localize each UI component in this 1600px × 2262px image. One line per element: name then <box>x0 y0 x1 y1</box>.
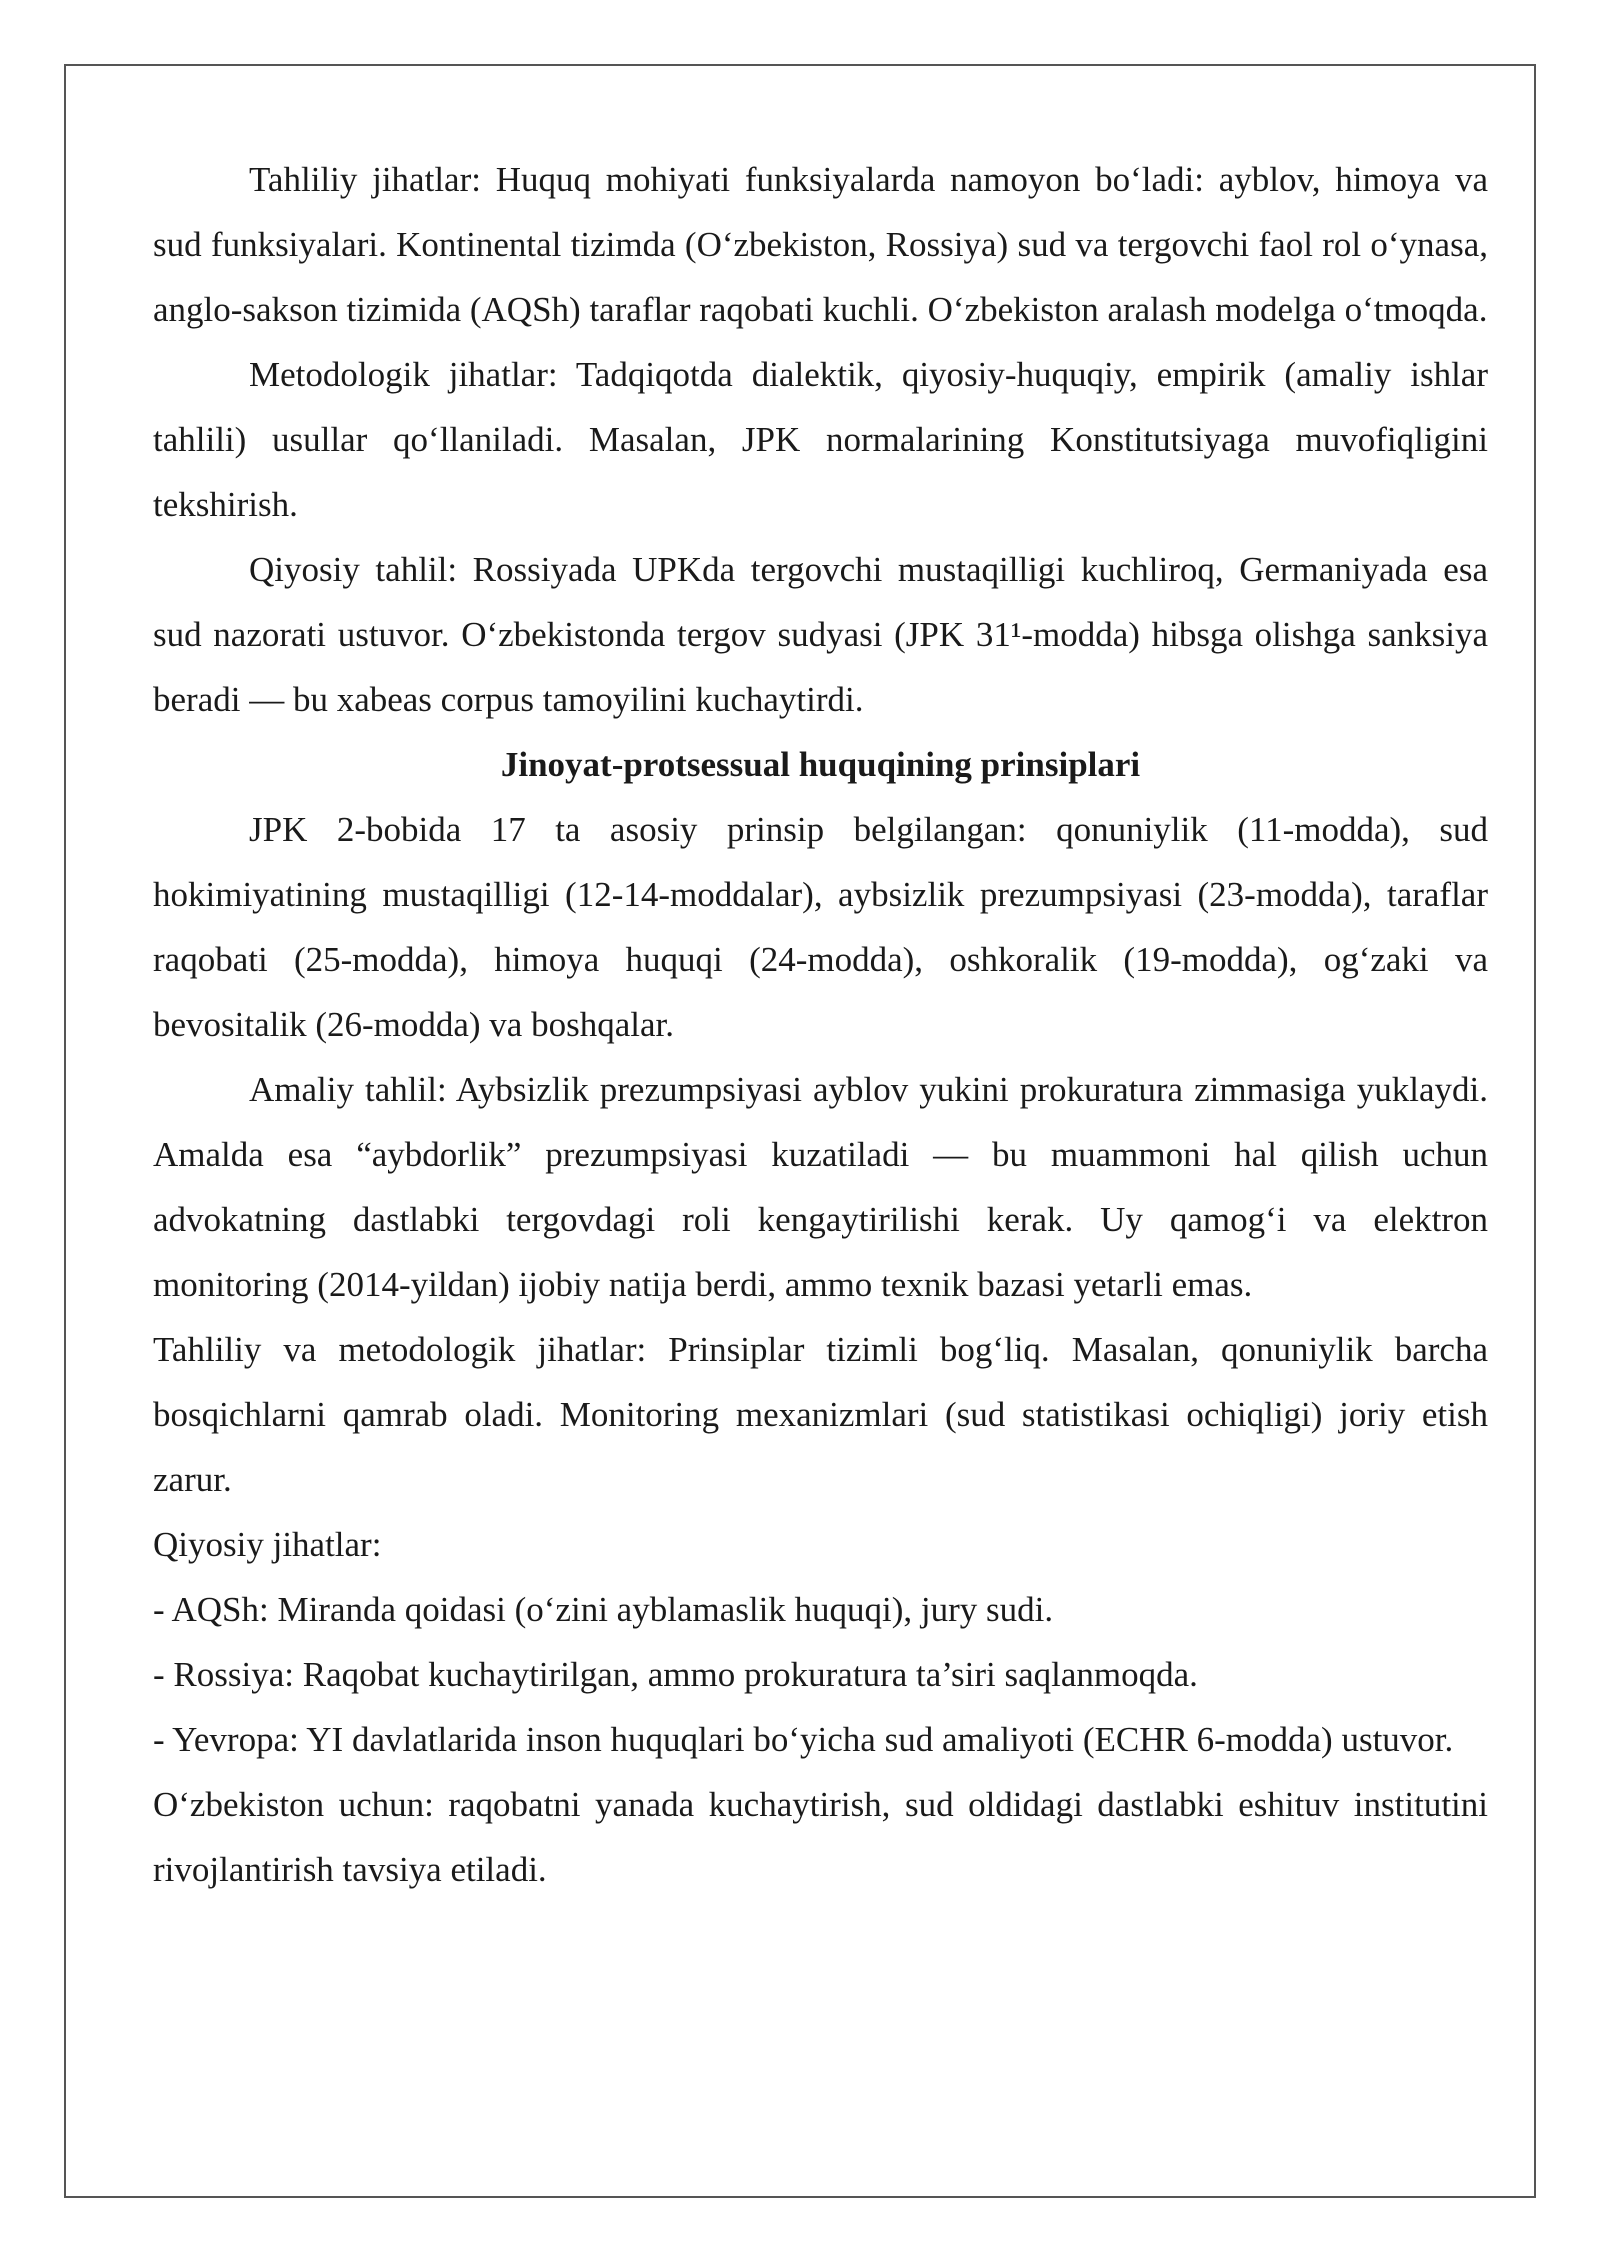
list-item-europe: - Yevropa: YI davlatlarida inson huquqlari bo‘yicha sud amaliyoti (ECHR 6-modda) ustuvor. <box>153 1720 1454 1759</box>
paragraph-comparative-heading: Qiyosiy jihatlar: <box>153 1525 382 1564</box>
paragraph-analytical-methodological: Tahliliy va metodologik jihatlar: Prinsiplar tizimli bog‘liq. Masalan, qonuniylik barcha bosqichlarni qamrab oladi. Monitoring mexanizmlari (sud statistikasi ochiqligi) joriy etish zarur. <box>153 1330 1488 1499</box>
paragraph-practical-analysis: Amaliy tahlil: Aybsizlik prezumpsiyasi ayblov yukini prokuratura zimmasiga yuklaydi. Amalda esa “aybdorlik” prezumpsiyasi kuzatiladi — bu muammoni hal qilish uchun advokatning dastlabki tergovdagi roli kengaytirilishi kerak. Uy qamog‘i va elektron monitoring (2014-yildan) ijobiy natija berdi, ammo texnik bazasi yetarli emas. <box>153 1070 1488 1304</box>
document-body <box>153 147 1488 1902</box>
paragraph-principles-list: JPK 2-bobida 17 ta asosiy prinsip belgilangan: qonuniylik (11-modda), sud hokimiyatining mustaqilligi (12-14-moddalar), aybsizlik prezumpsiyasi (23-modda), taraflar raqobati (25-modda), himoya huquqi (24-modda), oshkoralik (19-modda), og‘zaki va bevositalik (26-modda) va boshqalar. <box>153 810 1488 1044</box>
paragraph-comparative-analysis: Qiyosiy tahlil: Rossiyada UPKda tergovchi mustaqilligi kuchliroq, Germaniyada esa sud nazorati ustuvor. O‘zbekistonda tergov sudyasi (JPK 31¹-modda) hibsga olishga sanksiya beradi — bu xabeas corpus tamoyilini kuchaytirdi. <box>153 550 1488 719</box>
list-item-usa: - AQSh: Miranda qoidasi (o‘zini ayblamaslik huquqi), jury sudi. <box>153 1590 1054 1629</box>
section-heading: Jinoyat-protsessual huquqining prinsiplari <box>500 745 1141 784</box>
list-item-russia: - Rossiya: Raqobat kuchaytirilgan, ammo prokuratura ta’siri saqlanmoqda. <box>153 1655 1198 1694</box>
paragraph-analytical-aspects: Tahliliy jihatlar: Huquq mohiyati funksiyalarda namoyon bo‘ladi: ayblov, himoya va sud funksiyalari. Kontinental tizimda (O‘zbekiston, Rossiya) sud va tergovchi faol rol o‘ynasa, anglo-sakson tizimida (AQSh) taraflar raqobati kuchli. O‘zbekiston aralash modelga o‘tmoqda. <box>153 160 1488 329</box>
paragraph-methodological-aspects: Metodologik jihatlar: Tadqiqotda dialektik, qiyosiy-huquqiy, empirik (amaliy ishlar tahlili) usullar qo‘llaniladi. Masalan, JPK normalarining Konstitutsiyaga muvofiqligini tekshirish. <box>153 355 1488 524</box>
paragraph-recommendation: O‘zbekiston uchun: raqobatni yanada kuchaytirish, sud oldidagi dastlabki eshituv institutini rivojlantirish tavsiya etiladi. <box>153 1785 1488 1889</box>
